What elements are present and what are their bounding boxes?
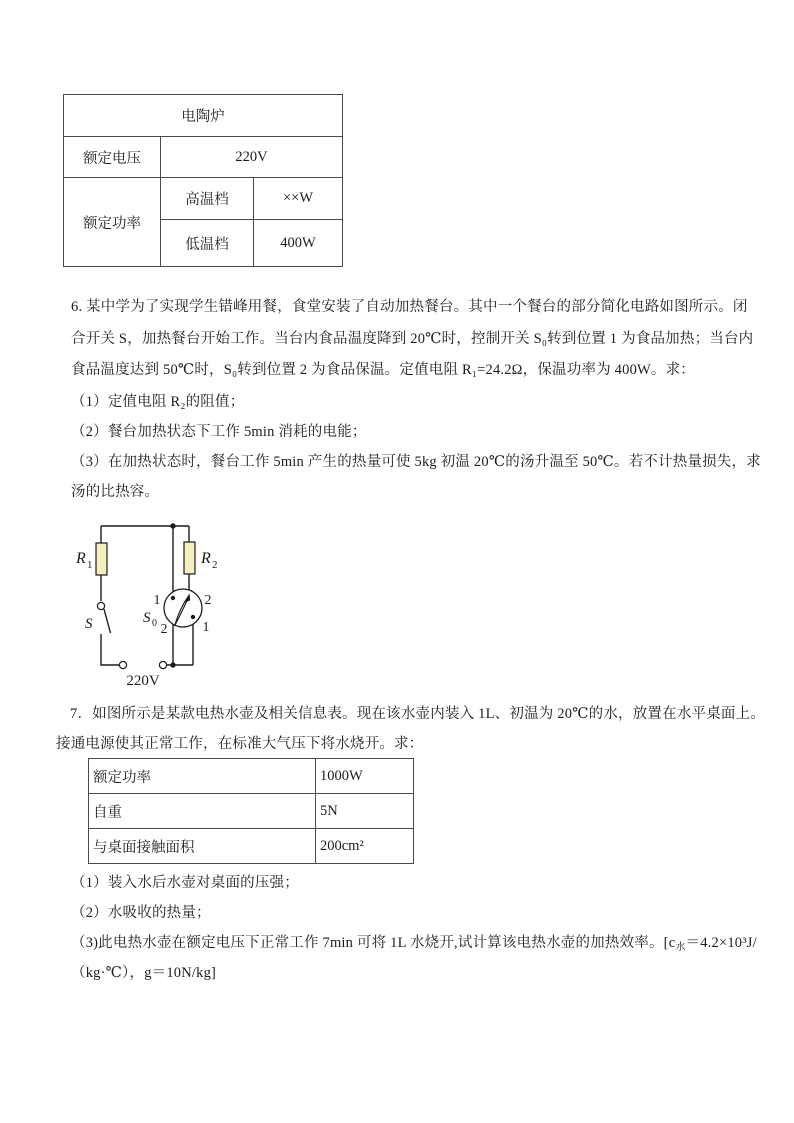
junction-dot-top <box>170 523 175 528</box>
stove-spec-table <box>63 94 343 267</box>
high-gear-value: ××W <box>254 178 343 220</box>
kettle-weight-value: 5N <box>316 794 414 829</box>
q6-line-2: 合开关 S，加热餐台开始工作。当台内食品温度降到 20℃时，控制开关 S₀转到位置 1 为食品加热；当台内 <box>71 331 754 347</box>
contact-label-left-top: 1 <box>153 593 161 608</box>
terminal-right <box>159 661 166 668</box>
s0-contact-dot-1 <box>171 596 175 600</box>
label-r1-sub: 1 <box>87 559 93 571</box>
q7-item-3-text: （3)此电热水壶在额定电压下正常工作 7min 可将 1L 水烧开,试计算该电热水壶的加热效率。[c <box>71 935 676 951</box>
kettle-weight-label: 自重 <box>89 794 316 829</box>
low-gear-value: 400W <box>254 220 343 267</box>
kettle-area-value: 200cm² <box>316 829 414 864</box>
contact-label-right-bottom: 1 <box>202 620 210 635</box>
q6-line-3: 食品温度达到 50℃时，S₀转到位置 2 为食品保温。定值电阻 R₁=24.2Ω，保温功率为 400W。求： <box>71 362 696 378</box>
q6-item-3-cont: 汤的比热容。 <box>71 484 160 500</box>
q7-line-2: 接通电源使其正常工作，在标准大气压下将水烧开。求： <box>56 736 424 752</box>
supply-voltage-label: 220V <box>126 673 160 689</box>
label-r2-sub: 2 <box>212 559 218 571</box>
switch-s-blade <box>104 609 111 633</box>
terminal-left <box>119 661 126 668</box>
stove-table-title: 电陶炉 <box>64 95 343 137</box>
q6-item-2: （2）餐台加热状态下工作 5min 消耗的电能； <box>71 424 367 440</box>
rated-voltage-value: 220V <box>161 137 343 178</box>
table-row <box>89 759 414 794</box>
circuit-diagram <box>60 510 300 700</box>
q6-line-1: 6. 某中学为了实现学生错峰用餐，食堂安装了自动加热餐台。其中一个餐台的部分简化电路如图所示。闭 <box>71 299 748 315</box>
label-s0: S <box>143 610 151 626</box>
switch-s-contact <box>97 602 104 609</box>
kettle-power-value: 1000W <box>316 759 414 794</box>
resistor-r2 <box>184 542 195 574</box>
resistor-r1 <box>96 543 107 575</box>
q6-item-3: （3）在加热状态时，餐台工作 5min 产生的热量可使 5kg 初温 20℃的汤升温至 50℃。若不计热量损失，求 <box>71 454 761 470</box>
q7-item-2: （2）水吸收的热量； <box>71 905 211 921</box>
label-r1: R <box>76 550 86 567</box>
kettle-area-label: 与桌面接触面积 <box>89 829 316 864</box>
kettle-power-label: 额定功率 <box>89 759 316 794</box>
table-row <box>89 829 414 864</box>
kettle-spec-table <box>88 758 414 864</box>
q7-item-1: （1）装入水后水壶对桌面的压强； <box>71 875 299 891</box>
low-gear-label: 低温档 <box>161 220 254 267</box>
q7-line-1: 7．如图所示是某款电热水壶及相关信息表。现在该水壶内装入 1L、初温为 20℃的水，放置在水平桌面上。 <box>70 706 766 722</box>
rated-voltage-label: 额定电压 <box>64 137 161 178</box>
rated-power-label: 额定功率 <box>64 178 161 267</box>
q7-item-3-subscript: 水 <box>675 942 686 953</box>
q7-item-3-cont: （kg·℃），g＝10N/kg] <box>71 965 217 981</box>
q7-item-3-formula: ＝4.2×10³J/ <box>685 935 757 951</box>
table-row <box>89 794 414 829</box>
label-r2: R <box>201 550 211 567</box>
wire-left-bottom <box>101 634 120 665</box>
q7-item-3 <box>71 933 757 958</box>
contact-label-left-bottom: 2 <box>160 622 168 637</box>
junction-dot-bottom <box>170 662 175 667</box>
label-s0-sub: 0 <box>152 618 157 629</box>
high-gear-label: 高温档 <box>161 178 254 220</box>
q6-item-1: （1）定值电阻 R₂的阻值； <box>71 394 245 410</box>
s0-contact-dot-2 <box>191 615 195 619</box>
contact-label-right-top: 2 <box>204 593 212 608</box>
label-s: S <box>85 616 93 632</box>
